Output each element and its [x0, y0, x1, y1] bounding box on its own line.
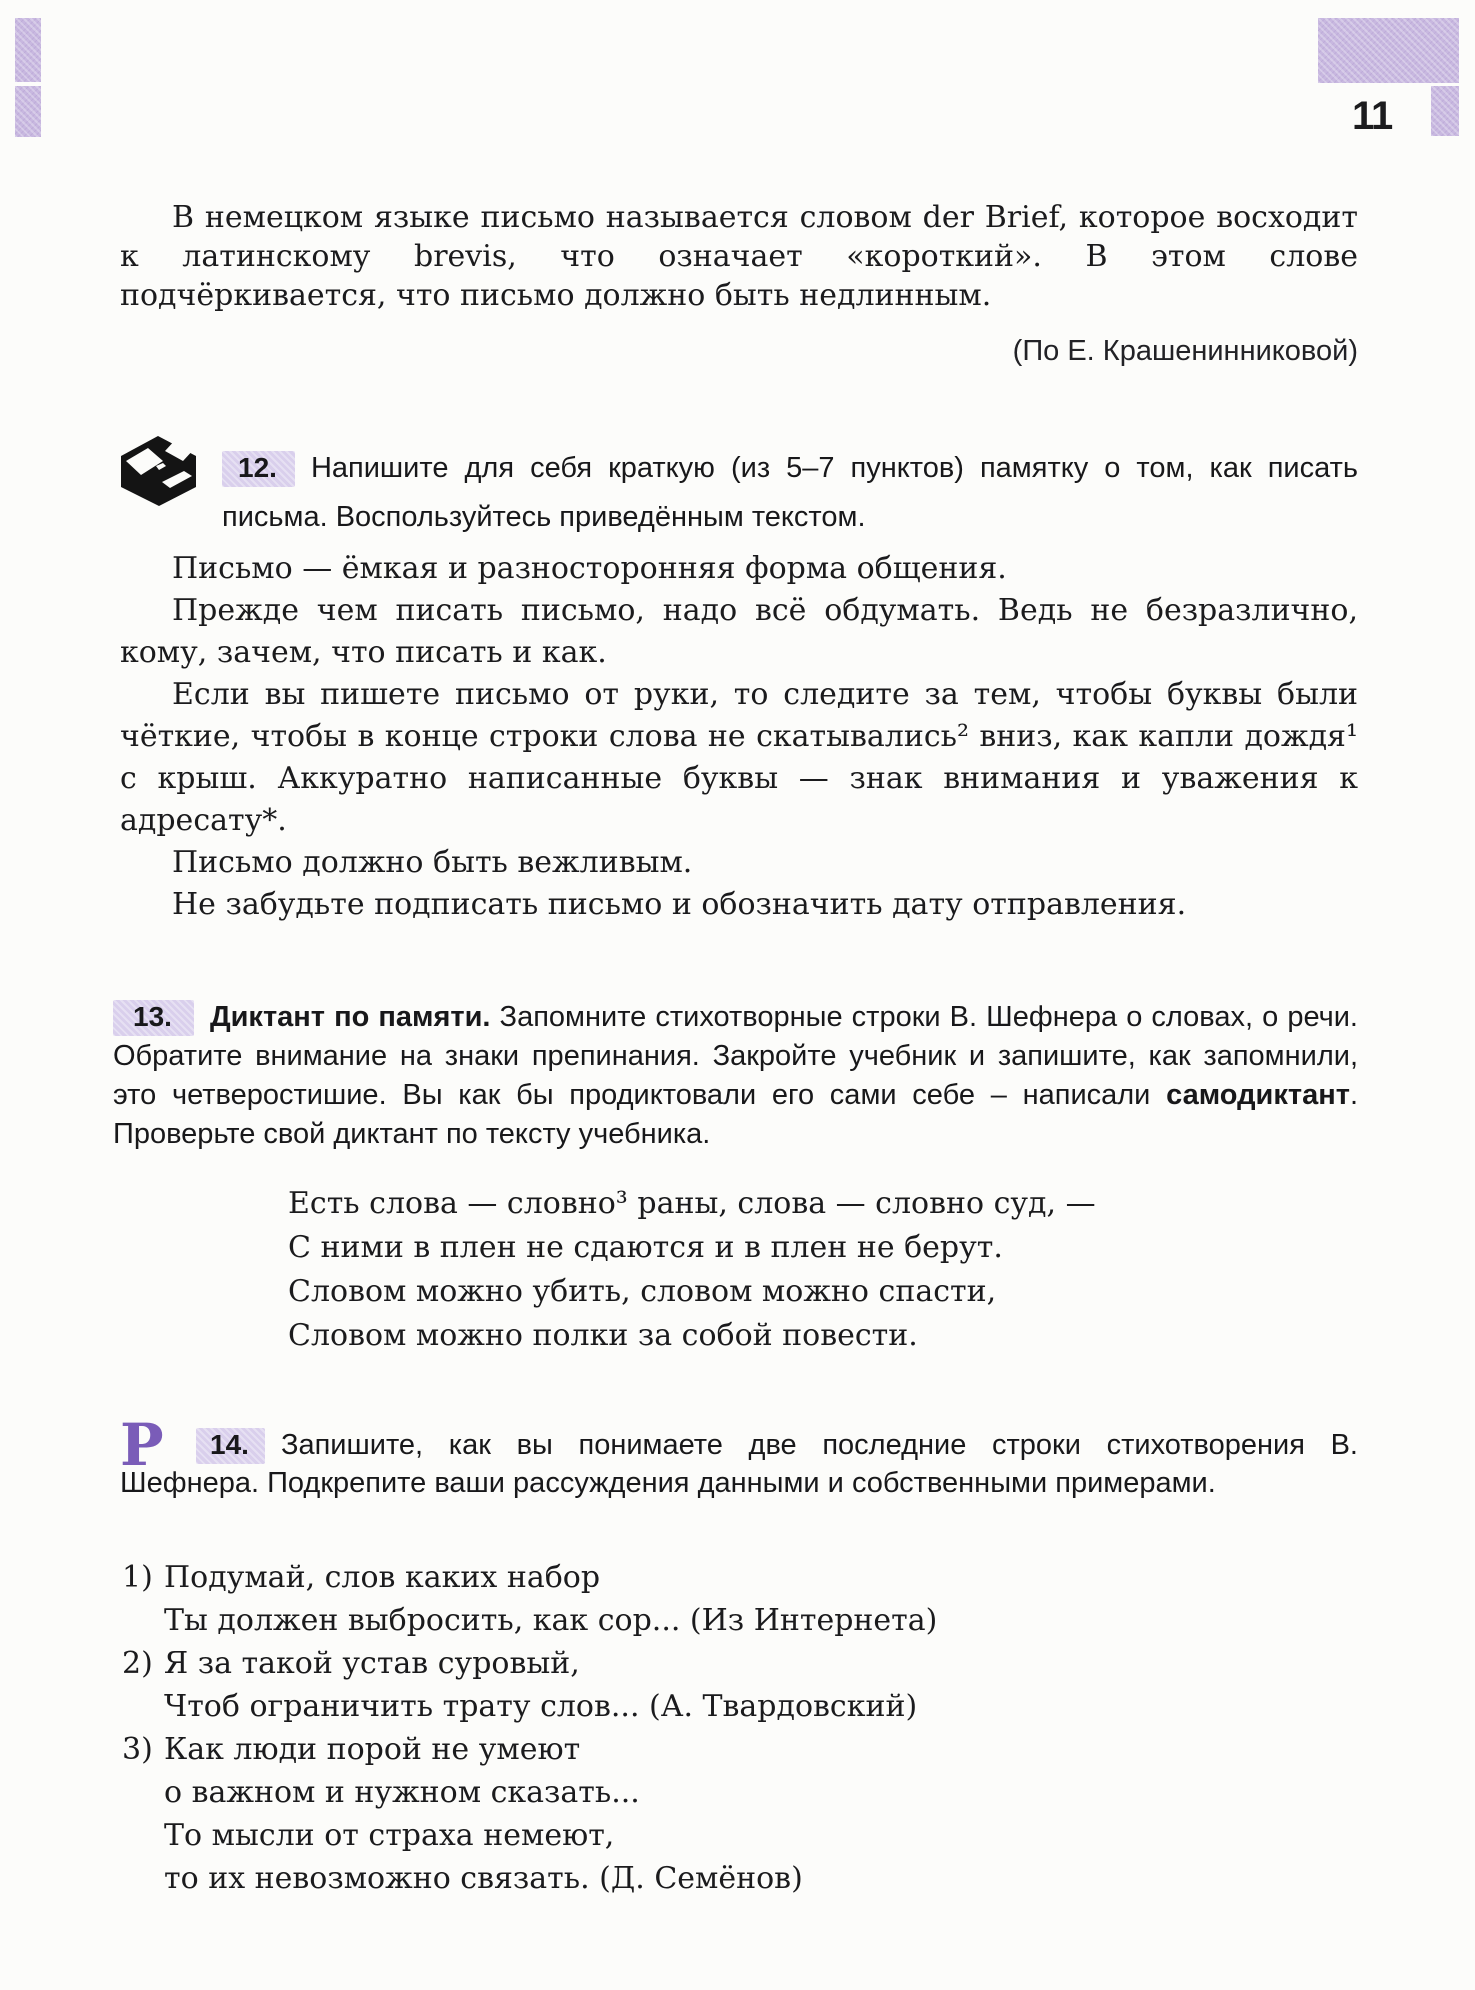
quote-line: то их невозможно связать. (Д. Семёнов) — [164, 1861, 803, 1896]
exercise-13 — [113, 998, 1358, 1154]
deco-lavender-block-top-right — [1318, 18, 1459, 83]
letter-paragraph: Письмо должно быть вежливым. — [172, 845, 693, 880]
quote-line: Ты должен выбросить, как сор... (Из Интернета) — [164, 1603, 938, 1638]
letter-paragraph: Если вы пишете письмо от руки, то следите за тем, чтобы буквы были чёткие, чтобы в конце строки слова не скатывались² вниз, как капли дождя¹ с крыш. Аккуратно написанные буквы — знак внимания и уважения к адресату*. — [120, 677, 1358, 838]
poem-line: Словом можно полки за собой повести. — [288, 1318, 918, 1353]
exercise-12 — [222, 444, 1358, 542]
list-item — [122, 1728, 1322, 1900]
quote-line: Подумай, слов каких набор — [164, 1560, 601, 1595]
exercise-12-number-badge: 12. — [222, 451, 295, 487]
list-item — [122, 1642, 1322, 1728]
exercise-13-number-badge: 13. — [113, 1000, 194, 1036]
poem-line: Есть слова — словно³ раны, слова — словно суд, — — [288, 1186, 1096, 1221]
intro-attribution: (По Е. Крашенинниковой) — [1012, 335, 1358, 367]
list-item-number: 3) — [122, 1732, 153, 1767]
exercise-13-task-text: Запомните стихотворные строки В. Шефнера о словах, о речи. Обратите внимание на знаки препинания. Закройте учебник и запишите, как запомнили, это четверостишие. Вы как бы продиктовали его сами себе – написали — [113, 1001, 1358, 1111]
deco-lavender-bar-top-left — [15, 18, 41, 82]
exercise-14 — [120, 1411, 1358, 1502]
exercise-14-task-text: Запишите, как вы понимаете две последние строки стихотворения В. Шефнера. Подкрепите ваши рассуждения данными и собственными примерами. — [120, 1429, 1358, 1499]
page-number: 11 — [1352, 94, 1393, 138]
letter-paragraph: Прежде чем писать письмо, надо всё обдумать. Ведь не безразлично, кому, зачем, что писать и как. — [120, 593, 1358, 670]
exercise-13-bold-term: самодиктант — [1166, 1079, 1350, 1111]
exercise-13-task-text-tail: . Проверьте свой диктант по тексту учебника. — [113, 1079, 1358, 1150]
list-item-number: 2) — [122, 1646, 153, 1681]
speech-development-marker: Р — [120, 1411, 164, 1479]
cube-icon — [120, 435, 197, 507]
quote-line: Я за такой устав суровый, — [164, 1646, 580, 1681]
poem-line: Словом можно убить, словом можно спасти, — [288, 1274, 997, 1309]
exercise-14-number-badge: 14. — [196, 1428, 265, 1464]
intro-paragraph: В немецком языке письмо называется словом der Brief, которое восходит к латинскому brevis, что означает «короткий». В этом слове подчёркивается, что письмо должно быть недлинным. — [120, 200, 1358, 313]
poem-quatrain — [288, 1182, 1096, 1358]
list-item-number: 1) — [122, 1560, 153, 1595]
letter-text-block — [120, 548, 1358, 926]
deco-lavender-square-top-right — [1431, 86, 1459, 136]
intro-section — [120, 198, 1358, 315]
list-item — [122, 1556, 1322, 1642]
exercise-13-title: Диктант по памяти. — [209, 1001, 491, 1033]
deco-lavender-bar-top-left-lower — [15, 86, 41, 137]
exercise-12-task-text: Напишите для себя краткую (из 5–7 пунктов) памятку о том, как писать письма. Воспользуйтесь приведённым текстом. — [222, 452, 1358, 533]
quote-line: о важном и нужном сказать... — [164, 1775, 640, 1810]
letter-paragraph: Не забудьте подписать письмо и обозначить дату отправления. — [172, 887, 1187, 922]
quotation-list — [122, 1556, 1322, 1900]
quote-line: Чтоб ограничить трату слов... (А. Твардовский) — [164, 1689, 918, 1724]
letter-paragraph: Письмо — ёмкая и разносторонняя форма общения. — [172, 551, 1007, 586]
quote-line: Как люди порой не умеют — [164, 1732, 581, 1767]
quote-line: То мысли от страха немеют, — [164, 1818, 615, 1853]
poem-line: С ними в плен не сдаются и в плен не берут. — [288, 1230, 1003, 1265]
